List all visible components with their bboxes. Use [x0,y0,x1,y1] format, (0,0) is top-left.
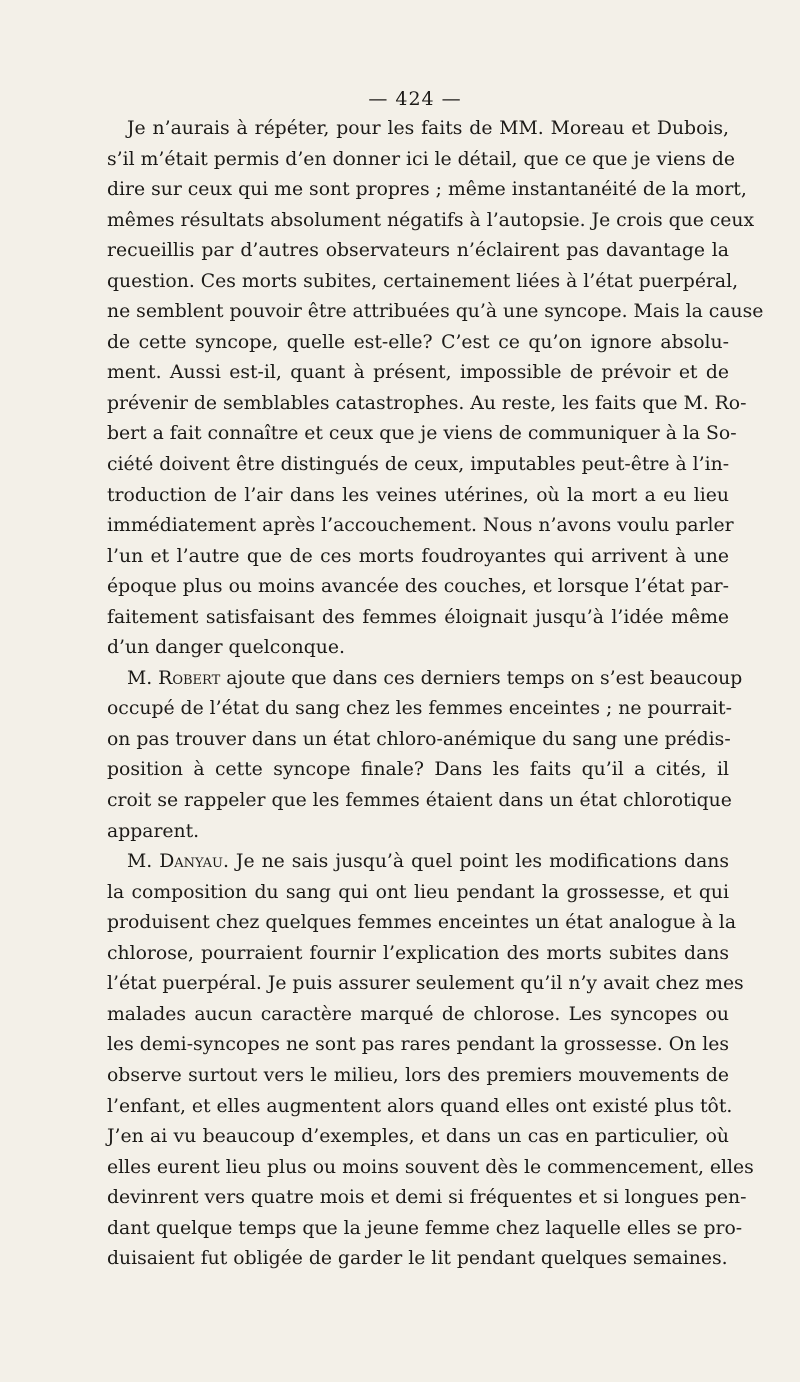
text-line: faitement satisfaisant des femmes éloignait jusqu’à l’idée même [107,606,729,628]
body-text [107,114,764,1275]
text-line: on pas trouver dans un état chloro-anémique du sang une prédis- [107,728,731,750]
text-line: devinrent vers quatre mois et demi si fréquentes et si longues pen- [107,1187,747,1209]
text-line: les demi-syncopes ne sont pas rares pendant la grossesse. On les [107,1034,729,1056]
text-line: époque plus ou moins avancée des couches, et lorsque l’état par- [107,576,729,598]
text-line: dant quelque temps que la jeune femme chez laquelle elles se pro- [107,1217,743,1239]
line-rest: . Je ne sais jusqu’à quel point les modifications dans [222,851,730,873]
text-line: question. Ces morts subites, certainement liées à l’état puerpéral, [107,270,739,292]
text-line [107,847,729,878]
text-line: J’en ai vu beaucoup d’exemples, et dans un cas en particulier, où [107,1126,729,1148]
text-line: apparent. [107,820,200,842]
text-line: prévenir de semblables catastrophes. Au reste, les faits que M. Ro- [107,392,747,414]
page-number: — 424 — [368,88,462,110]
text-line: croit se rappeler que les femmes étaient dans un état chlorotique [107,790,732,812]
text-line: d’un danger quelconque. [107,637,345,659]
text-line: produisent chez quelques femmes enceintes un état analogue à la [107,912,737,934]
text-line: l’état puerpéral. Je puis assurer seulement qu’il n’y avait chez mes [107,973,744,995]
line-rest: ajoute que dans ces derniers temps on s’est beaucoup [220,667,743,689]
text-line: position à cette syncope finale? Dans les faits qu’il a cités, il [107,759,729,781]
text-line: de cette syncope, quelle est-elle? C’est ce qu’on ignore absolu- [107,331,729,353]
speaker-name: Danyau [159,851,223,873]
text-line: ne semblent pouvoir être attribuées qu’à une syncope. Mais la cause [107,301,764,323]
text-line: occupé de l’état du sang chez les femmes enceintes ; ne pourrait- [107,698,732,720]
text-line: mêmes résultats absolument négatifs à l’autopsie. Je crois que ceux [107,209,755,231]
text-line: observe surtout vers le milieu, lors des premiers mouvements de [107,1064,729,1086]
text-line: s’il m’était permis d’en donner ici le détail, que ce que je viens de [107,148,735,170]
text-line [107,664,743,695]
text-line: l’enfant, et elles augmentent alors quand elles ont existé plus tôt. [107,1095,733,1117]
text-line: Je n’aurais à répéter, pour les faits de MM. Moreau et Dubois, [127,118,729,139]
text-line: immédiatement après l’accouchement. Nous n’avons voulu parler [107,515,734,537]
text-line: bert a fait connaître et ceux que je viens de communiquer à la So- [107,423,737,445]
text-line: la composition du sang qui ont lieu pendant la grossesse, et qui [107,881,729,903]
text-line: chlorose, pourraient fournir l’explication des morts subites dans [107,942,729,964]
speaker-prefix: M. [127,667,159,689]
text-line: l’un et l’autre que de ces morts foudroyantes qui arrivent à une [107,545,729,567]
text-line: ment. Aussi est-il, quant à présent, impossible de prévoir et de [107,362,729,384]
text-line: duisaient fut obligée de garder le lit pendant quelques semaines. [107,1248,728,1270]
text-line: elles eurent lieu plus ou moins souvent dès le commencement, elles [107,1156,754,1178]
text-line: malades aucun caractère marqué de chlorose. Les syncopes ou [107,1003,729,1025]
text-line: dire sur ceux qui me sont propres ; même instantanéité de la mort, [107,179,747,201]
speaker-prefix: M. [127,851,160,873]
text-line: troduction de l’air dans les veines utérines, où la mort a eu lieu [107,484,729,506]
paragraph-3 [107,847,754,1275]
text-line: ciété doivent être distingués de ceux, imputables peut-être à l’in- [107,454,730,476]
paragraph-2 [107,664,743,847]
paragraph-1 [107,114,764,664]
text-line: recueillis par d’autres observateurs n’éclairent pas davantage la [107,240,729,262]
speaker-name: Robert [158,667,221,689]
